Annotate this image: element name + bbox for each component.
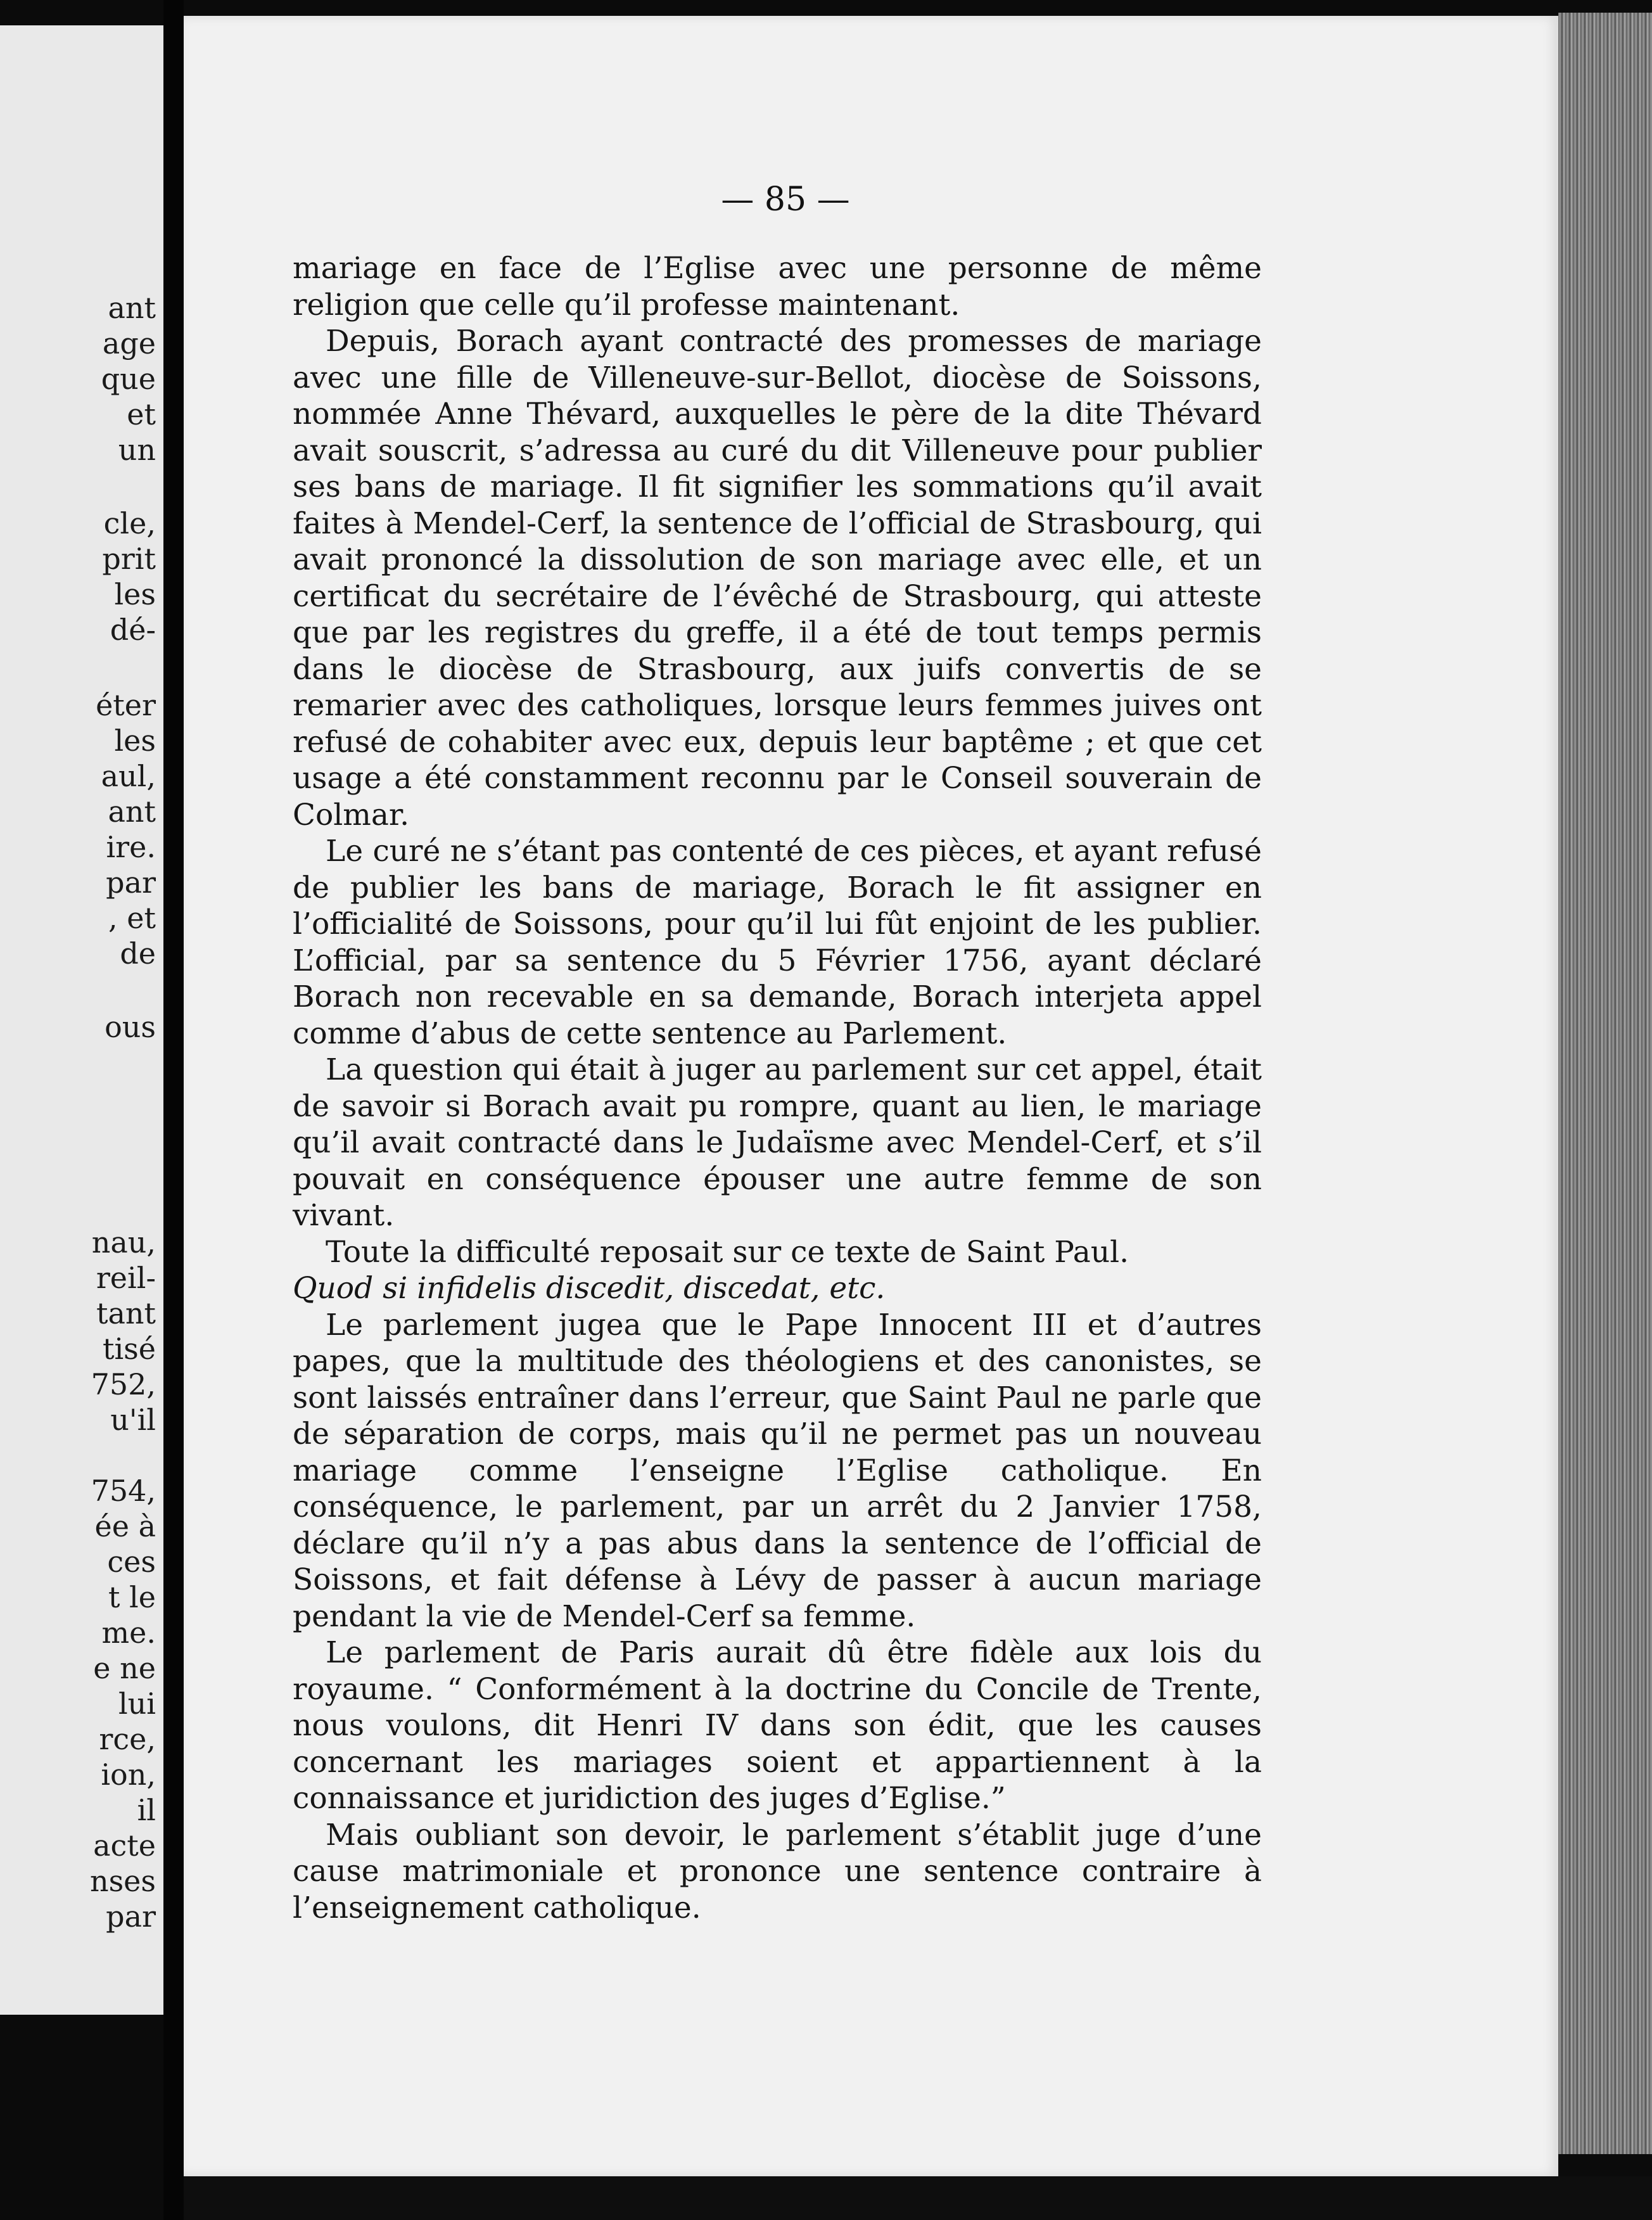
latin-quote: Quod si infidelis discedit, discedat, etc.	[293, 1271, 886, 1306]
facing-page-line: , et	[108, 901, 156, 935]
facing-page-line: ces	[107, 1545, 156, 1579]
paragraph: Le parlement jugea que le Pape Innocent III et d’autres papes, que la multitude des théologiens et des canonistes, se sont laissés entraîner dans l’erreur, que Saint Paul ne parle que de séparation de corps, mais qu’il ne permet pas un nouveau mariage comme l’enseigne l’Eglise catholique. En conséquence, le parlement, par un arrêt du 2 Janvier 1758, déclare qu’il n’y a pas abus dans la sentence de l’official de Soissons, et fait défense à Lévy de passer à aucun mariage pendant la vie de Mendel-Cerf sa femme.	[293, 1307, 1262, 1634]
facing-page-line: ous	[105, 1010, 156, 1044]
facing-page-line: aul,	[101, 759, 156, 793]
facing-page-line: cle,	[103, 506, 156, 540]
facing-page-line: de	[120, 936, 156, 971]
paragraph: Depuis, Borach ayant contracté des promesses de mariage avec une fille de Villeneuve-sur-Bellot, diocèse de Soissons, nommée Anne Thévard, auxquelles le père de la dite Thévard avait souscrit, s’adressa au curé du dit Villeneuve pour publier ses bans de mariage. Il fit signifier les sommations qu’il avait faites à Mendel-Cerf, la sentence de l’official de Strasbourg, qui avait prononcé la dissolution de son mariage avec elle, et un certificat du secrétaire de l’évêché de Strasbourg, qui atteste que par les registres du greffe, il a été de tout temps permis dans le diocèse de Strasbourg, aux juifs convertis de se remarier avec des catholiques, lorsque leurs femmes juives ont refusé de cohabiter avec eux, depuis leur baptême ; et que cet usage a été constamment reconnu par le Conseil souverain de Colmar.	[293, 324, 1262, 832]
paragraph: Toute la difficulté reposait sur ce texte de Saint Paul.	[326, 1234, 1129, 1270]
book-gutter	[163, 0, 184, 2220]
facing-page-line: rce,	[99, 1722, 156, 1756]
facing-page-line: un	[118, 433, 156, 467]
facing-page-line: et	[127, 397, 156, 431]
facing-page-line: ée à	[94, 1509, 156, 1543]
facing-page-line: ant	[108, 794, 156, 829]
paragraph: Le parlement de Paris aurait dû être fidèle aux lois du royaume. “ Conformément à la doctrine du Concile de Trente, nous voulons, dit Henri IV dans son édit, que les causes concernant les mariages soient et appartiennent à la connaissance et juridiction des juges d’Eglise.”	[293, 1635, 1262, 1816]
facing-page-line: age	[102, 326, 156, 360]
facing-page-line: éter	[96, 688, 156, 722]
facing-page-line: tant	[96, 1296, 156, 1330]
facing-page-line: dé-	[110, 613, 156, 647]
facing-page-line: t le	[108, 1580, 156, 1614]
facing-page-line: tisé	[102, 1332, 156, 1366]
facing-page-line: reil-	[96, 1261, 156, 1295]
facing-page-line: acte	[93, 1828, 156, 1863]
paragraph: La question qui était à juger au parlement sur cet appel, était de savoir si Borach avait pu rompre, quant au lien, le mariage qu’il avait contracté dans le Judaïsme avec Mendel-Cerf, et s’il pouvait en conséquence épouser une autre femme de son vivant.	[293, 1052, 1262, 1233]
facing-page-line: nses	[89, 1864, 156, 1898]
facing-page-line: que	[101, 362, 156, 396]
paragraph: Mais oubliant son devoir, le parlement s’établit juge d’une cause matrimoniale et prononce une sentence contraire à l’enseignement catholique.	[293, 1817, 1262, 1925]
page-number: — 85 —	[721, 181, 850, 219]
page-edges	[1558, 13, 1652, 2154]
facing-page-line: 754,	[91, 1474, 156, 1508]
facing-page-fragment	[0, 25, 163, 2015]
facing-page-line: les	[114, 577, 156, 611]
facing-page-line: par	[106, 865, 156, 900]
scan-background-bottom	[184, 2176, 1652, 2220]
facing-page-line: par	[106, 1899, 156, 1934]
facing-page-line: u'il	[110, 1403, 156, 1437]
facing-page-line: me.	[101, 1616, 156, 1650]
facing-page-line: lui	[118, 1687, 156, 1721]
facing-page-line: e ne	[93, 1651, 156, 1685]
facing-page-line: il	[137, 1793, 156, 1827]
paragraph: Le curé ne s’étant pas contenté de ces pièces, et ayant refusé de publier les bans de mariage, Borach le fit assigner en l’officialité de Soissons, pour qu’il lui fût enjoint de les publier. L’official, par sa sentence du 5 Février 1756, ayant déclaré Borach non recevable en sa demande, Borach interjeta appel comme d’abus de cette sentence au Parlement.	[293, 834, 1262, 1051]
facing-page-line: nau,	[91, 1225, 156, 1260]
facing-page-line: ire.	[106, 830, 156, 864]
facing-page-line: 752,	[91, 1367, 156, 1401]
page-body	[293, 250, 1262, 1926]
paragraph: mariage en face de l’Eglise avec une personne de même religion que celle qu’il professe maintenant.	[293, 251, 1262, 322]
facing-page-line: ant	[108, 291, 156, 325]
facing-page-line: ion,	[101, 1758, 156, 1792]
facing-page-line: prit	[102, 542, 156, 576]
facing-page-line: les	[114, 724, 156, 758]
